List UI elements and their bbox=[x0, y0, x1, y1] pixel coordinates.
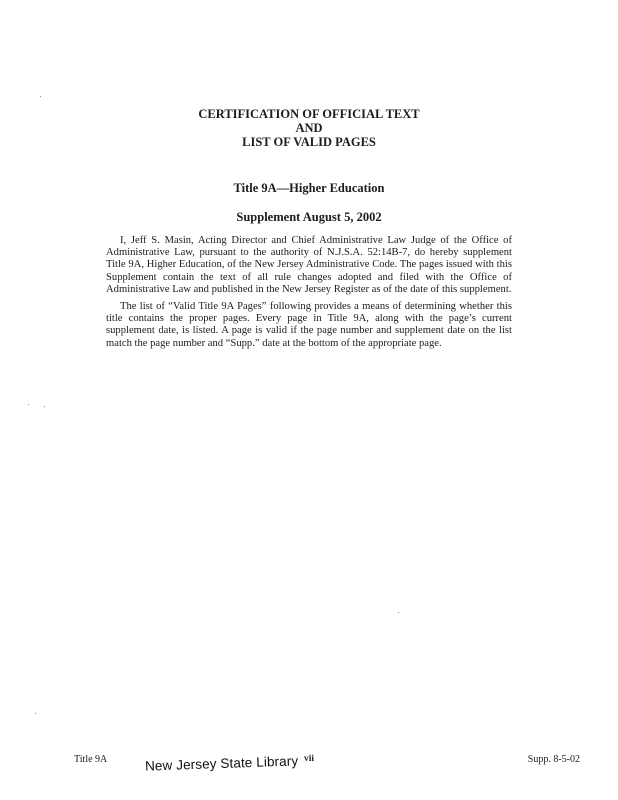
heading-list-of-valid-pages: LIST OF VALID PAGES bbox=[242, 135, 376, 149]
scan-speck bbox=[40, 96, 41, 97]
valid-pages-paragraph: The list of “Valid Title 9A Pages” following provides a means of determining whether this title contains the proper pages. Every page in Title 9A, along with the page’s current supplement date, is listed. A page is valid if the page number and supplement date on the list match the page number and “Supp.” date at the bottom of the appropriate page. bbox=[106, 301, 512, 349]
footer-supplement-date: Supp. 8-5-02 bbox=[527, 754, 580, 765]
library-stamp: New Jersey State Library bbox=[144, 753, 299, 774]
supplement-heading: Supplement August 5, 2002 bbox=[236, 210, 382, 224]
heading-certification: CERTIFICATION OF OFFICIAL TEXT bbox=[198, 107, 420, 121]
title-heading: Title 9A—Higher Education bbox=[233, 181, 385, 195]
scan-speck bbox=[44, 406, 45, 407]
heading-and: AND bbox=[295, 121, 323, 135]
certification-paragraph: I, Jeff S. Masin, Acting Director and Chief Administrative Law Judge of the Office of Administrative Law, pursuant to the authority of N.J.S.A. 52:14B-7, do hereby supplement Title 9A, Higher Education, of the New Jersey Administrative Code. The pages issued with this Supplement contain the text of all rule changes adopted and filed with the Office of Administrative Law and published in the New Jersey Register as of the date of this supplement. bbox=[106, 235, 512, 295]
scan-speck bbox=[28, 404, 29, 405]
footer-page-number: vii bbox=[303, 754, 315, 764]
footer-title: Title 9A bbox=[74, 754, 108, 765]
scan-speck bbox=[398, 612, 399, 613]
scan-speck bbox=[35, 713, 36, 714]
